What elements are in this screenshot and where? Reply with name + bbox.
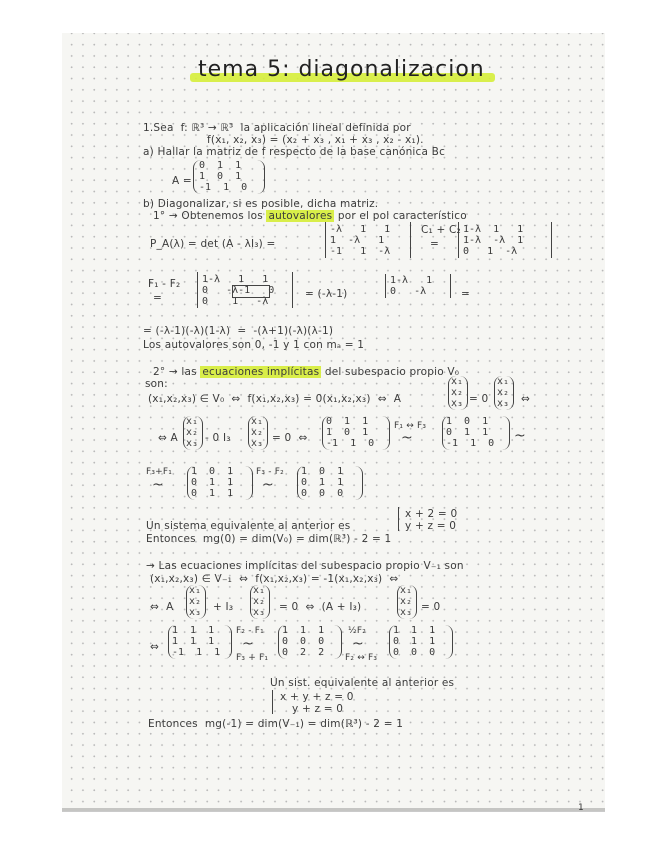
row-operation-f1f2: F₁ - F₂ [148,278,181,290]
vector-x3-d: x₃ [251,438,264,449]
mg-minus1-result: Entonces mg(-1) = dim(V₋₁) = dim(ℝ³) - 2 = 1 [148,718,404,730]
char-poly-label: P_A(λ) = det (A - λI₃) = [150,238,276,250]
matrix-v0-d-row2: 0 1 1 [301,477,344,488]
v0-equivalence: (x₁,x₂,x₃) ∈ V₀ ⇔ f(x₁,x₂,x₃) = 0(x₁,x₂,x₃) ⇔ A [148,393,402,405]
minus-zero-identity: - 0 I₃ [205,432,231,444]
matrix-v0-c-row2: 0 1 1 [191,477,234,488]
vector-x1-c: x₁ [186,416,199,427]
matrix-v1-c-row1: 1 1 1 [393,625,436,636]
highlight-autovalores: autovalores [268,210,333,222]
charpoly2-row2: 1-λ -λ 1 [463,235,524,246]
vector-x3-g: x₃ [400,607,413,618]
tilde-3: ~ [152,477,164,493]
matrix-v1-c-row2: 0 1 1 [393,636,436,647]
matrix-v0-a-row3: -1 1 0 [326,438,375,449]
tilde-4: ~ [262,477,274,493]
scan-edge-bottom [62,808,605,812]
equals-zero-1: = 0 [469,393,489,405]
charpoly2-row3: 0 1 -λ [463,246,518,257]
vector-x3-a: x₃ [451,398,464,409]
expansion-factor: = (-λ-1) [305,288,348,300]
minor-row2: 0 -λ [390,286,427,297]
f1f2-row1: 1-λ 1 1 [202,274,269,285]
matrix-v1-a-row3: -1 1 1 [172,647,221,658]
system2-eq2: y + z = 0 [292,703,344,715]
vector-x2-a: x₂ [451,387,464,398]
vector-x3-e: x₃ [189,607,202,618]
matrix-a-row3: -1 1 0 [199,182,248,193]
tilde-6: ~ [352,636,364,652]
boxed-pivot [232,285,270,298]
vector-x2-e: x₂ [189,596,202,607]
matrix-v1-a-row1: 1 1 1 [172,625,215,636]
step2-text: 2° → las ecuaciones implícitas del subespacio propio V₀ [153,366,460,378]
minor-row1: 1-λ 1 [390,275,433,286]
row-op-f3-plus-f1: F₃ + F₁ [236,653,269,663]
iff-sign-1: ⇔ [521,393,530,405]
matrix-a-row1: 0 1 1 [199,160,242,171]
eigenvalues-result: Los autovalores son 0, -1 y 1 con mₐ = 1 [143,339,365,351]
tilde-5: ~ [242,636,254,652]
iff-sign-2: ⇔ [150,641,159,653]
matrix-v1-b-row1: 1 1 1 [282,625,325,636]
equals-sign-2: = [153,292,162,304]
v-minus1-equivalence: (x₁,x₂,x₃) ∈ V₋₁ ⇔ f(x₁,x₂,x₃) = -1(x₁,x₂,x₃) ⇔ [150,573,399,585]
matrix-v0-c-row1: 1 0 1 [191,466,234,477]
vector-x1-g: x₁ [400,585,413,596]
vector-x2-c: x₂ [186,427,199,438]
tilde-2: ~ [514,428,526,444]
charpoly2-row1: 1-λ 1 1 [463,224,524,235]
row-op-half-f2: ½F₂ [348,626,367,636]
f1f2-row2: 0 -λ-1 0 [202,285,275,296]
matrix-a-label: A = [172,175,192,187]
equals-sign-3: = [461,288,470,300]
vector-x3-c: x₃ [186,438,199,449]
matrix-v0-b-row1: 1 0 1 [446,416,489,427]
v-minus1-matrix-eq: ⇔ A [150,601,174,613]
vector-x2-b: x₂ [497,387,510,398]
part-a-statement: a) Hallar la matriz de f respecto de la base canónica Bc [143,146,446,158]
matrix-a-row2: 1 0 1 [199,171,242,182]
factored-polynomial: = (-λ-1)(-λ)(1-λ) = -(λ+1)(-λ)(λ-1) [143,325,334,337]
system-brace-1 [398,507,399,531]
matrix-v0-c-row3: 0 1 1 [191,488,234,499]
equivalent-system-text: Un sistema equivalente al anterior es [146,520,351,532]
page-number: 1 [578,803,584,813]
step2-son: son: [145,378,168,390]
matrix-v0-a-row1: 0 1 1 [326,416,369,427]
highlight-ecuaciones: ecuaciones implícitas [202,366,320,378]
matrix-v0-b-row2: 0 1 1 [446,427,489,438]
charpoly-row1: -λ 1 1 [330,224,391,235]
vector-x1-e: x₁ [189,585,202,596]
equivalent-system-text-2: Un sist. equivalente al anterior es [270,677,455,689]
v0-matrix-eq-start: ⇔ A [158,432,178,444]
vector-x1-d: x₁ [251,416,264,427]
matrix-v1-b-row3: 0 2 2 [282,647,325,658]
page-title: tema 5: diagonalizacion [198,57,485,82]
matrix-v0-d-row3: 0 0 0 [301,488,344,499]
system-brace-2 [272,690,273,714]
equals-zero-2: = 0 [421,601,441,613]
vector-x2-d: x₂ [251,427,264,438]
exercise-statement: 1.Sea f: ℝ³ → ℝ³ la aplicación lineal definida por [143,122,411,134]
row-op-f3-f1: F₃+F₁ [146,467,173,477]
matrix-v1-b-row2: 0 0 0 [282,636,325,647]
v-minus1-intro: → Las ecuaciones implícitas del subespacio propio V₋₁ son [146,560,464,572]
row-op-f2-f1: F₂ - F₁ [236,626,264,636]
column-operation: C₁ + C₂ [421,224,461,236]
charpoly-row3: -1 1 -λ [330,246,391,257]
matrix-v0-d-row1: 1 0 1 [301,466,344,477]
matrix-v1-c-row3: 0 0 0 [393,647,436,658]
vector-x3-b: x₃ [497,398,510,409]
matrix-v0-b-row3: -1 1 0 [446,438,495,449]
vector-x1-a: x₁ [451,376,464,387]
equals-zero-iff: = 0 ⇔ [272,432,308,444]
vector-x1-b: x₁ [497,376,510,387]
vector-x1-f: x₁ [253,585,266,596]
system1-eq2: y + z = 0 [405,520,457,532]
vector-x3-f: x₃ [253,607,266,618]
system2-eq1: x + y + z = 0 [280,691,354,703]
f1f2-row3: 0 1 -λ [202,296,269,307]
vector-x2-f: x₂ [253,596,266,607]
row-op-f3-f2: F₃ - F₂ [256,467,284,477]
matrix-v0-a-row2: 1 0 1 [326,427,369,438]
charpoly-row2: 1 -λ 1 [330,235,385,246]
matrix-v1-a-row2: 1 1 1 [172,636,215,647]
tilde-1: ~ [401,430,413,446]
row-swap-f2-f3: F₂ ↔ F₃ [345,653,378,663]
system1-eq1: x + 2 = 0 [405,508,458,520]
function-definition: f(x₁, x₂, x₃) = (x₂ + x₃ , x₁ + x₃ , x₂ - x₁). [207,134,424,146]
equals-sign-1: = [430,238,439,250]
plus-identity: + I₃ [213,601,234,613]
vector-x2-g: x₂ [400,596,413,607]
mg0-result: Entonces mg(0) = dim(V₀) = dim(ℝ³) - 2 = 1 [146,533,392,545]
step1-text: 1° → Obtenemos los autovalores por el pol característico [153,210,467,222]
a-plus-i-equation: = 0 ⇔ (A + I₃) [279,601,362,613]
part-b-statement: b) Diagonalizar, si es posible, dicha matriz. [143,198,379,210]
row-swap-f1-f3: F₁ ↔ F₃ [394,421,427,431]
